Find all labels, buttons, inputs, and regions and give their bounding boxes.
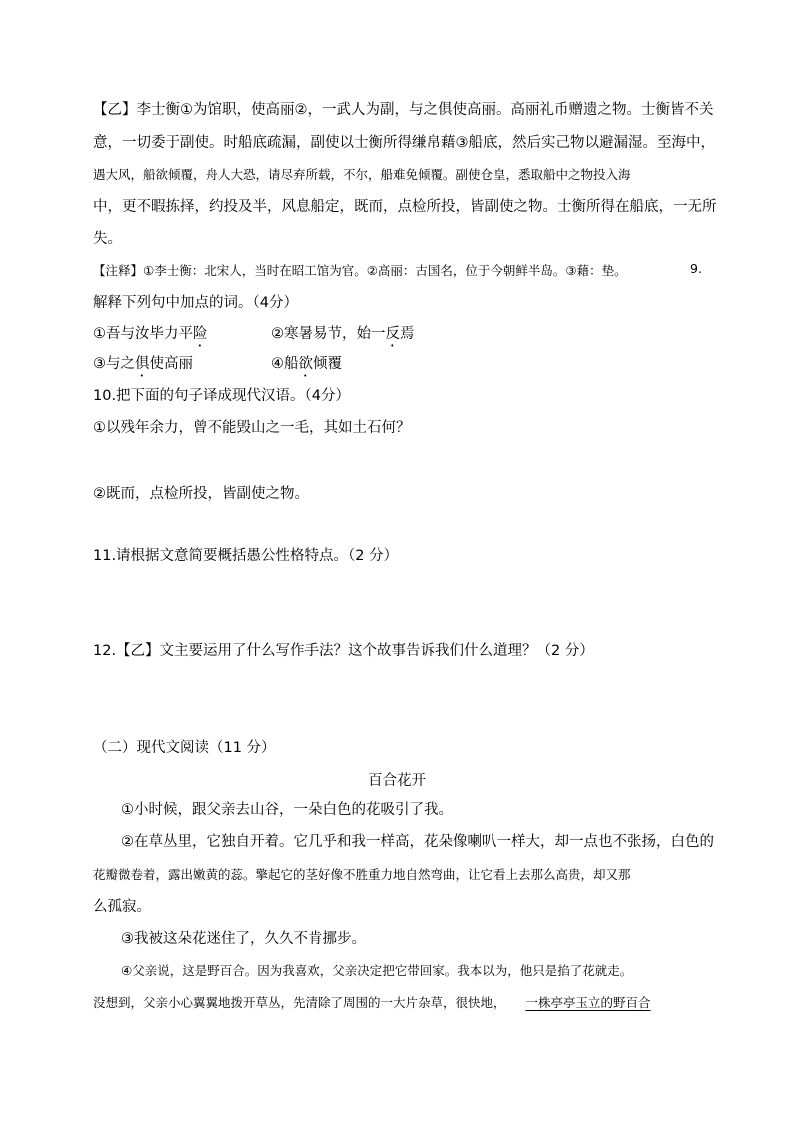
paragraph-line: 花瓣微卷着，露出嫩黄的蕊。擎起它的茎好像不胜重力地自然弯曲，让它看上去那么高贵，却又那: [93, 867, 631, 882]
underlined-phrase: 一株亭亭玉立的野百合: [525, 995, 651, 1010]
paragraph: ③我被这朵花迷住了，久久不肯挪步。: [121, 931, 366, 947]
question-item: ①吾与汝毕力平险: [93, 326, 208, 342]
paragraph: ②在草丛里，它独自开着。它几乎和我一样高，花朵像喇叭一样大，却一点也不张扬，白色的: [121, 834, 714, 850]
question-12: 12.【乙】文主要运用了什么写作手法？这个故事告诉我们什么道理？（2 分）: [93, 643, 594, 659]
question-title: 10.把下面的句子译成现代汉语。（4分）: [93, 388, 351, 404]
annotation-notes: 【注释】①李士衡：北宋人，当时在昭工馆为官。②高丽：古国名，位于今朝鲜半岛。③藉：垫。: [93, 263, 627, 278]
question-item: ②既而，点检所投，皆副使之物。: [93, 486, 309, 502]
question-item: ④船欲倾覆: [271, 356, 342, 372]
question-title: 解释下列句中加点的词。（4分）: [93, 295, 298, 311]
paragraph: ①小时候，跟父亲去山谷，一朵白色的花吸引了我。: [121, 802, 453, 818]
question-item: ③与之俱使高丽: [93, 356, 193, 372]
question-number: 9.: [690, 261, 702, 276]
question-11: 11.请根据文意简要概括愚公性格特点。（2 分）: [93, 548, 399, 564]
passage-line: 失。: [93, 231, 122, 247]
paragraph-line: 么孤寂。: [93, 899, 151, 915]
paragraph: ④父亲说，这是野百合。因为我喜欢，父亲决定把它带回家。我本以为，他只是掐了花就走。: [121, 963, 633, 978]
question-item: ②寒暑易节，始一反焉: [271, 326, 415, 342]
essay-title: 百合花开: [368, 773, 426, 789]
section-heading: （二）现代文阅读（11 分）: [93, 740, 276, 756]
paragraph-line: 没想到，父亲小心翼翼地拨开草丛，先清除了周围的一大片杂草，很快地， 一株亭亭玉立的野百合: [93, 995, 651, 1010]
passage-line: 【乙】李士衡①为馆职，使高丽②，一武人为副，与之俱使高丽。高丽礼币赠遗之物。士衡皆不关: [93, 102, 714, 118]
question-item: ①以残年余力，曾不能毁山之一毛，其如土石何？: [93, 420, 411, 436]
passage-line: 遇大风，船欲倾覆，舟人大恐，请尽弃所载，不尔，船难免倾覆。副使仓皇，悉取船中之物投入海: [93, 167, 631, 182]
passage-line: 意，一切委于副使。时船底疏漏，副使以士衡所得缣帛藉③船底，然后实己物以避漏湿。至海中，: [93, 135, 715, 151]
passage-line: 中，更不暇拣择，约投及半，风息船定，既而，点检所投，皆副使之物。士衡所得在船底，一无所: [93, 199, 717, 215]
